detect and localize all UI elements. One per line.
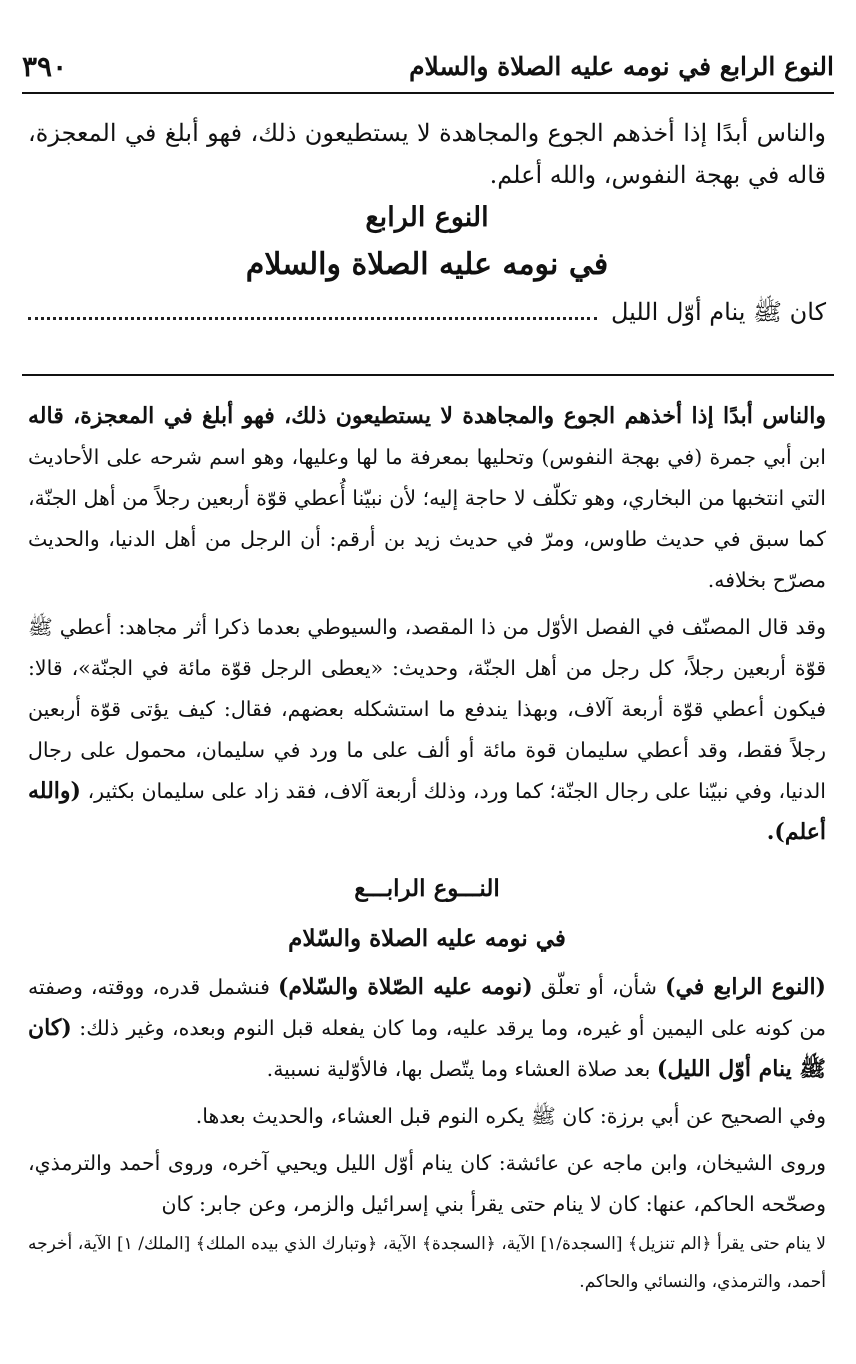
commentary-heading-title: في نومه عليه الصلاة والسّلام <box>288 925 566 952</box>
commentary-paragraph: وفي الصحيح عن أبي برزة: كان ﷺ يكره النوم قبل العشاء، والحديث بعدها. <box>195 1104 826 1128</box>
commentary-paragraph <box>28 396 826 601</box>
running-title: النوع الرابع في نومه عليه الصلاة والسلام <box>409 51 834 81</box>
quoted-matn: (النوع الرابع في) <box>665 974 826 1000</box>
commentary-text: ابن أبي جمرة (في بهجة النفوس) وتحليها بمعرفة ما لها وعليها، وهو اسم شرحه على الأحاديث التي انتخبها من البخاري، وهو تكلّف لا حاجة إليه؛ لأن نبيّنا أُعطي قوّة أربعين رجلاً من أهل الجنّة، كما سبق في حديث طاوس، ومرّ في حديث زيد بن أرقم: أن الرجل من أهل الدنيا، والحديث مصرّح بخلافه. <box>28 445 826 592</box>
matn-last-text: كان ﷺ ينام أوّل الليل <box>610 298 826 326</box>
matn-line: والناس أبدًا إذا أخذهم الجوع والمجاهدة لا يستطيعون ذلك، فهو أبلغ في المعجزة، قاله في بهجة النفوس، والله أعلم. <box>28 119 826 189</box>
commentary-text: وقد قال المصنّف في الفصل الأوّل من ذا المقصد، والسيوطي بعدما ذكرا أثر مجاهد: أعطي ﷺ قوّة أربعين رجلاً، كل رجل من أهل الجنّة، وحديث: «يعطى الرجل قوّة مائة في الجنّة»، قالا: فيكون أعطي قوّة أربعة آلاف، وبهذا يندفع ما استشكله بعضهم، فقال: كيف يؤتى قوّة أربعين رجلاً فقط، وقد أعطي سليمان قوة مائة أو ألف على ما ورد في سليمان، محمول على رجال الدنيا، وفي نبيّنا على رجال الجنّة؛ كما ورد، وذلك أربعة آلاف، فقد زاد على سليمان بكثير، <box>28 615 826 803</box>
matn-section <box>28 112 826 334</box>
quoted-matn: (كان ﷺ ينام أوّل الليل) <box>28 1015 826 1082</box>
quoted-matn: والناس أبدًا إذا أخذهم الجوع والمجاهدة لا يستطيعون ذلك، فهو أبلغ في المعجزة، قاله <box>28 403 826 429</box>
matn-heading-title: في نومه عليه الصلاة والسلام <box>245 247 609 282</box>
page-number: ٣٩٠ <box>22 49 68 83</box>
quoted-matn: (نومه عليه الصّلاة والسّلام) <box>277 974 533 1000</box>
commentary-paragraph-small: لا ينام حتى يقرأ ﴿الم تنزيل﴾ [السجدة/١] الآية، ﴿السجدة﴾ الآية، ﴿وتبارك الذي بيده الملك﴾ [الملك/ ١] الآية، أخرجه أحمد، والترمذي، والنسائي والحاكم. <box>28 1234 826 1292</box>
commentary-paragraph <box>28 967 826 1090</box>
commentary-paragraph: وروى الشيخان، وابن ماجه عن عائشة: كان ينام أوّل الليل ويحيي آخره، وروى أحمد والترمذي، وصحّحه الحاكم، عنها: كان لا ينام حتى يقرأ بني إسرائيل والزمر، وعن جابر: كان <box>28 1151 826 1216</box>
page-header <box>22 40 834 94</box>
commentary-text: فنشمل قدره، ووقته، وصفته من كونه على اليمين أو غيره، وما يرقد عليه، وما كان يفعله قبل النوم وبعده، وغير ذلك: <box>28 975 826 1040</box>
commentary-text: بعد صلاة العشاء وما يتّصل بها، فالأوّلية نسبية. <box>266 1057 651 1081</box>
ellipsis-dots <box>28 317 597 320</box>
commentary-paragraph <box>28 607 826 853</box>
commentary-heading-chapter: النـــوع الرابـــع <box>354 875 500 902</box>
commentary-text: شأن، أو تعلّق <box>540 975 657 999</box>
commentary-section <box>28 396 826 1301</box>
quoted-matn: (والله أعلم). <box>28 778 826 845</box>
matn-last-line <box>28 290 826 334</box>
section-divider <box>22 374 834 376</box>
matn-heading-chapter: النوع الرابع <box>365 202 489 233</box>
